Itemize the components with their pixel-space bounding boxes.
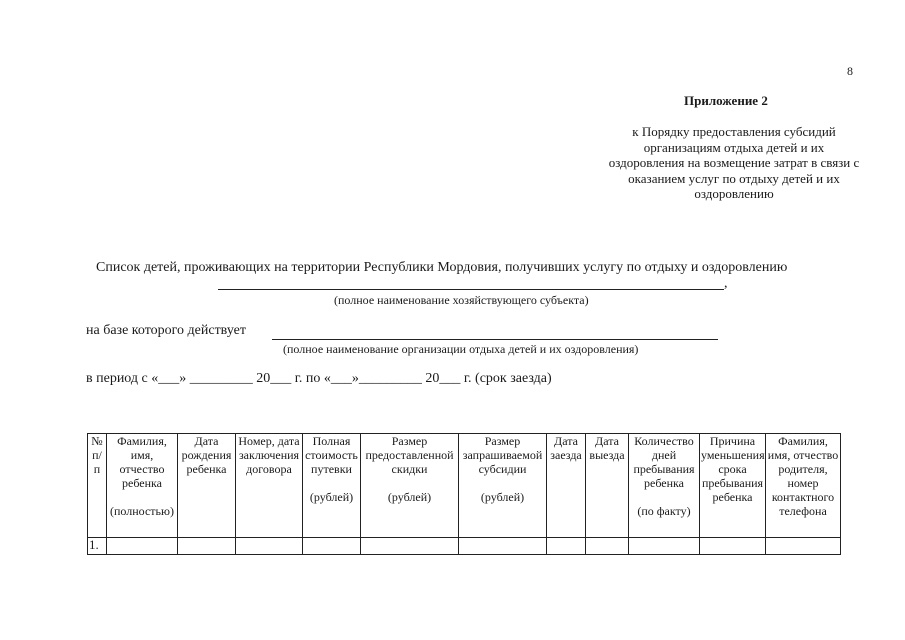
table-cell	[236, 538, 303, 555]
table-header-row	[88, 434, 841, 538]
table-cell	[107, 538, 178, 555]
col-header-birth-date: Дата рождения ребенка	[178, 434, 236, 538]
table-cell	[178, 538, 236, 555]
entity-name-comma: ,	[724, 276, 728, 291]
col-header-subsidy: Размер запрашиваемой субсидии (рублей)	[459, 434, 547, 538]
table-cell	[766, 538, 841, 555]
col-header-child-name: Фамилия, имя, отчество ребенка (полностью)	[107, 434, 178, 538]
table-cell	[629, 538, 700, 555]
entity-name-caption: (полное наименование хозяйствующего субъекта)	[334, 293, 589, 307]
entity-name-blank-line	[218, 289, 724, 290]
table-cell: 1.	[88, 538, 107, 555]
table-cell	[700, 538, 766, 555]
col-header-reduction-reason: Причина уменьшения срока пребывания ребенка	[700, 434, 766, 538]
list-title: Список детей, проживающих на территории Республики Мордовия, получивших услугу по отдыху и оздоровлению	[96, 260, 788, 275]
period-line: в период с «___» _________ 20___ г. по «___»_________ 20___ г. (срок заезда)	[86, 371, 552, 386]
col-header-discount: Размер предоставленной скидки (рублей)	[361, 434, 459, 538]
col-header-days: Количество дней пребывания ребенка (по факту)	[629, 434, 700, 538]
organization-blank-line	[272, 339, 718, 340]
col-header-arrival-date: Дата заезда	[547, 434, 586, 538]
organization-label: на базе которого действует	[86, 323, 246, 338]
appendix-description: к Порядку предоставления субсидий организациям отдыха детей и их оздоровления на возмещение затрат в связи с оказанием услуг по отдыху детей и их оздоровлению	[608, 124, 860, 202]
col-header-parent-contact: Фамилия, имя, отчество родителя, номер контактного телефона	[766, 434, 841, 538]
children-table	[87, 433, 841, 555]
table-cell	[547, 538, 586, 555]
table-cell	[361, 538, 459, 555]
col-header-full-cost: Полная стоимость путевки (рублей)	[303, 434, 361, 538]
appendix-title: Приложение 2	[684, 93, 768, 108]
table-cell	[586, 538, 629, 555]
col-header-contract: Номер, дата заключения договора	[236, 434, 303, 538]
table-cell	[303, 538, 361, 555]
col-header-number: № п/п	[88, 434, 107, 538]
page-number: 8	[847, 64, 853, 78]
table-cell	[459, 538, 547, 555]
organization-caption: (полное наименование организации отдыха детей и их оздоровления)	[283, 342, 639, 356]
col-header-departure-date: Дата выезда	[586, 434, 629, 538]
table-row	[88, 538, 841, 555]
